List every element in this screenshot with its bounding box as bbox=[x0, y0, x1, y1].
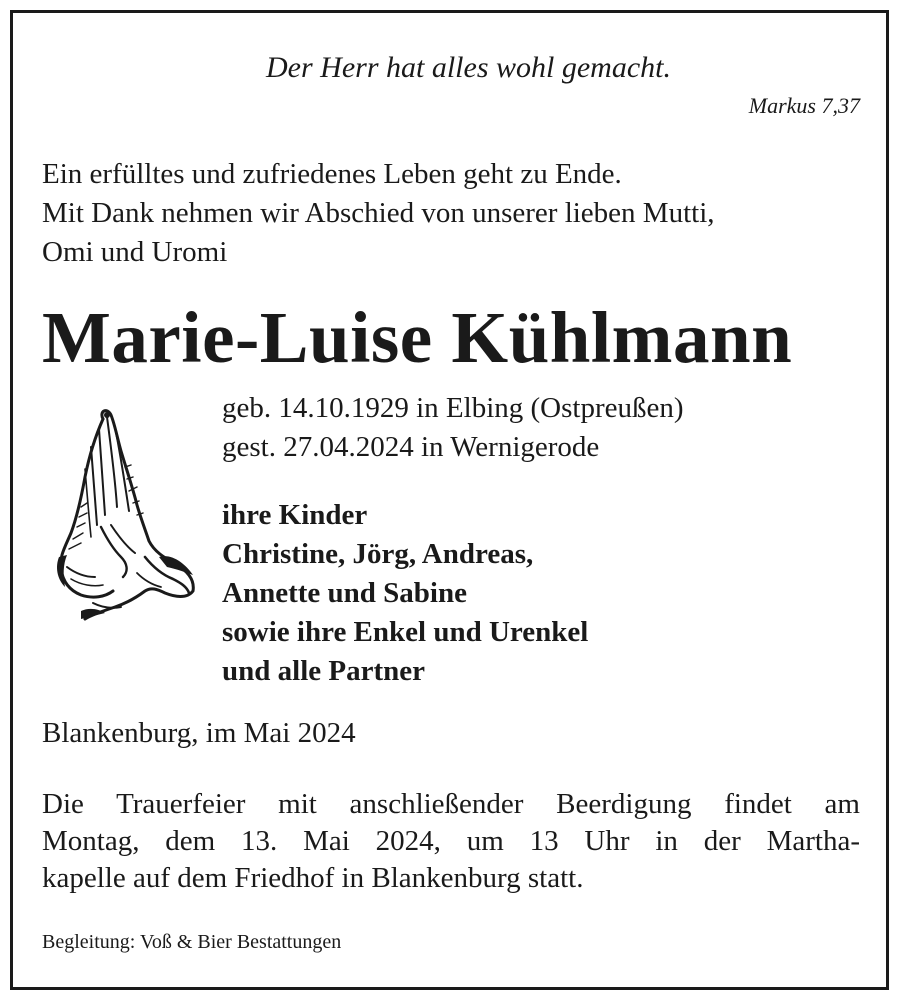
place-and-date: Blankenburg, im Mai 2024 bbox=[42, 717, 356, 749]
intro-line: Ein erfülltes und zufriedenes Leben geht zu Ende. bbox=[42, 158, 622, 190]
funeral-home-credit: Begleitung: Voß & Bier Bestattungen bbox=[42, 931, 342, 953]
intro-text bbox=[42, 155, 715, 272]
life-dates bbox=[222, 389, 684, 467]
mourner-line: ihre Kinder bbox=[222, 499, 368, 531]
mourner-line: Annette und Sabine bbox=[222, 577, 467, 609]
obituary-frame bbox=[10, 10, 889, 990]
service-line: Montag, dem 13. Mai 2024, um 13 Uhr in der Martha- bbox=[42, 825, 860, 857]
death-date: gest. 27.04.2024 in Wernigerode bbox=[222, 431, 600, 463]
mourners-list bbox=[222, 496, 588, 691]
mourner-line: und alle Partner bbox=[222, 655, 425, 687]
service-line: Die Trauerfeier mit anschließender Beerdigung findet am bbox=[42, 788, 860, 820]
intro-line: Mit Dank nehmen wir Abschied von unserer lieben Mutti, bbox=[42, 197, 715, 229]
birth-date: geb. 14.10.1929 in Elbing (Ostpreußen) bbox=[222, 392, 684, 424]
praying-hands-icon bbox=[41, 407, 197, 623]
intro-line: Omi und Uromi bbox=[42, 236, 228, 268]
mourner-line: Christine, Jörg, Andreas, bbox=[222, 538, 534, 570]
service-line: kapelle auf dem Friedhof in Blankenburg statt. bbox=[42, 862, 584, 894]
bible-verse: Der Herr hat alles wohl gemacht. bbox=[266, 51, 671, 84]
mourner-line: sowie ihre Enkel und Urenkel bbox=[222, 616, 589, 648]
verse-reference: Markus 7,37 bbox=[748, 93, 860, 118]
funeral-service-info bbox=[42, 786, 860, 897]
deceased-name: Marie-Luise Kühlmann bbox=[42, 297, 793, 378]
